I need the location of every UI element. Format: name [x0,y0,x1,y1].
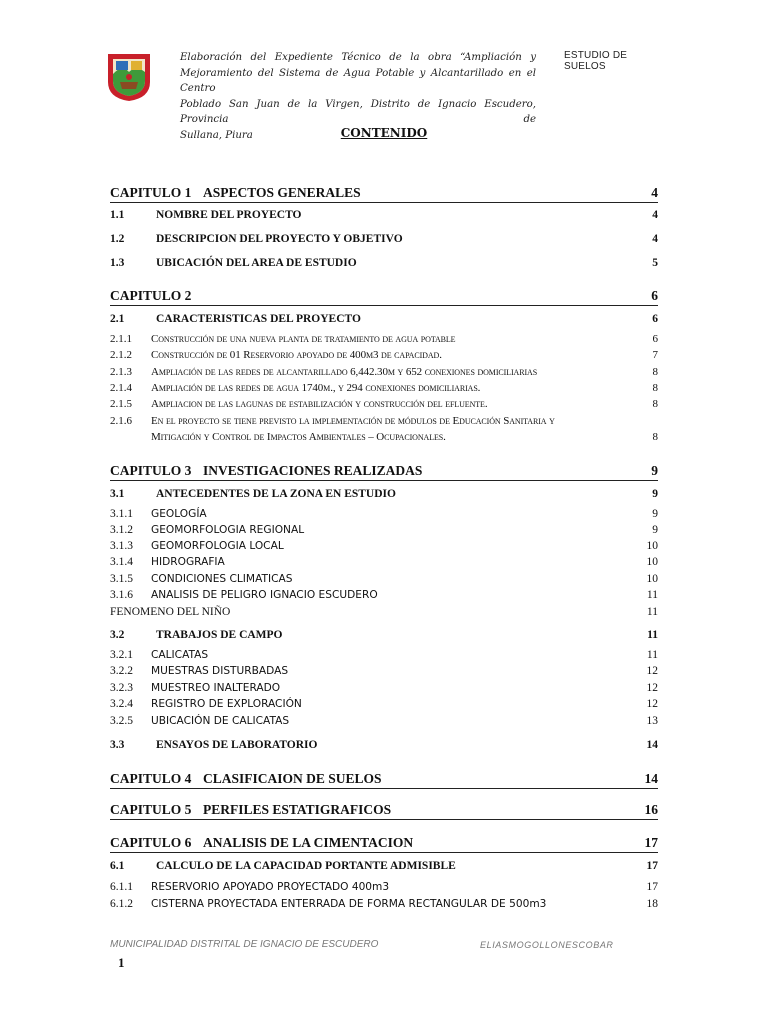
chapter-underline [110,852,658,853]
header-line-2: Mejoramiento del Sistema de Agua Potable y Alcantarillado en el Centro [180,67,536,94]
toc-entry-title: Ampliacion de las lagunas de estabilización y construcción del efluente. [151,398,488,410]
toc-entry-row [110,431,658,447]
toc-entry-row [110,606,658,622]
toc-entry-row [110,313,658,329]
toc-entry-row [110,524,658,540]
toc-entry-title: UBICACIÓN DEL AREA DE ESTUDIO [156,257,357,269]
toc-entry-row [110,508,658,524]
toc-entry-number: 2.1.6 [110,415,132,427]
toc-entry-row [110,382,658,398]
toc-entry-row [110,860,658,876]
toc-entry-number: 3.3 [110,739,125,751]
toc-entry-number: 2.1.5 [110,398,132,410]
toc-entry-row [110,333,658,349]
toc-entry-number: 3.2 [110,629,125,641]
toc-entry-page: 14 [644,771,658,786]
toc-entry-page: 4 [652,233,658,245]
chapter-underline [110,480,658,481]
toc-entry-page: 17 [646,860,658,872]
toc-entry-number: CAPITULO 3 [110,463,192,478]
toc-entry-row [110,881,658,897]
toc-entry-title: CARACTERISTICAS DEL PROYECTO [156,313,361,325]
toc-entry-title: DESCRIPCION DEL PROYECTO Y OBJETIVO [156,233,403,245]
toc-entry-title: RESERVORIO APOYADO PROYECTADO 400m3 [151,881,390,893]
footer-author: ELIASMOGOLLONESCOBAR [480,940,614,950]
toc-entry-page: 8 [652,431,658,443]
toc-entry-number: 3.1.3 [110,540,133,552]
toc-entry-number: 1.1 [110,209,125,221]
toc-entry-title: CLASIFICAION DE SUELOS [203,771,382,786]
toc-entry-title: Construcción de una nueva planta de tratamiento de agua potable [151,333,456,345]
toc-entry-number: 1.2 [110,233,125,245]
toc-entry-page: 16 [644,802,658,817]
toc-entry-title: CALICATAS [151,649,209,661]
toc-entry-title: HIDROGRAFIA [151,556,225,568]
toc-entry-row [110,649,658,665]
toc-entry-page: 8 [652,366,658,378]
toc-entry-number: CAPITULO 2 [110,288,192,303]
toc-chapter-row [110,802,658,818]
toc-entry-number: CAPITULO 1 [110,185,192,200]
toc-entry-number: FENOMENO DEL NIÑO [110,606,231,618]
toc-entry-title: ENSAYOS DE LABORATORIO [156,739,318,751]
toc-entry-title: INVESTIGACIONES REALIZADAS [203,463,423,478]
toc-entry-page: 17 [646,881,658,893]
toc-entry-number: 3.1.6 [110,589,133,601]
toc-entry-page: 12 [646,682,658,694]
toc-entry-number: 3.1 [110,488,125,500]
toc-entry-title: En el proyecto se tiene previsto la implementación de módulos de Educación Sanitaria y [151,415,555,427]
toc-entry-page: 9 [652,508,658,520]
toc-entry-row [110,573,658,589]
toc-entry-number: 3.1.1 [110,508,133,520]
toc-entry-title: Mitigación y Control de Impactos Ambientales – Ocupacionales. [151,431,446,443]
toc-entry-number: 6.1.2 [110,898,133,910]
document-type: ESTUDIO DE SUELOS [564,50,628,72]
page-title: CONTENIDO [340,126,428,140]
toc-entry-row [110,349,658,365]
chapter-underline [110,819,658,820]
chapter-underline [110,202,658,203]
toc-entry-title: CISTERNA PROYECTADA ENTERRADA DE FORMA RECTANGULAR DE 500m3 [151,898,547,910]
toc-entry-title: ANALISIS DE PELIGRO IGNACIO ESCUDERO [151,589,378,601]
toc-entry-page: 12 [646,665,658,677]
toc-entry-page: 11 [647,629,658,641]
chapter-underline [110,788,658,789]
toc-entry-number: 3.1.2 [110,524,133,536]
toc-chapter-row [110,771,658,787]
toc-entry-row [110,629,658,645]
toc-entry-row [110,715,658,731]
toc-entry-number: 3.2.1 [110,649,133,661]
toc-entry-title: GEOMORFOLOGIA REGIONAL [151,524,305,536]
toc-entry-title: PERFILES ESTATIGRAFICOS [203,802,392,817]
municipal-shield-icon [106,52,152,102]
toc-entry-row [110,233,658,249]
toc-entry-page: 9 [651,463,658,478]
toc-entry-title: Construcción de 01 Reservorio apoyado de 400m3 de capacidad. [151,349,442,361]
toc-entry-page: 10 [646,573,658,585]
toc-entry-page: 11 [646,649,658,661]
toc-entry-page: 8 [652,398,658,410]
toc-entry-row [110,682,658,698]
toc-entry-page: 4 [651,185,658,200]
toc-entry-title: MUESTREO INALTERADO [151,682,281,694]
toc-entry-title: ASPECTOS GENERALES [203,185,361,200]
toc-entry-row [110,589,658,605]
toc-entry-page: 11 [646,589,658,601]
toc-entry-number: 3.2.5 [110,715,133,727]
toc-entry-page: 9 [652,488,658,500]
header-line-1: Elaboración del Expediente Técnico de la obra “Ampliación y [180,52,536,63]
toc-entry-row [110,398,658,414]
toc-entry-page: 12 [646,698,658,710]
toc-entry-number: 2.1.3 [110,366,132,378]
toc-entry-page: 6 [652,333,658,345]
toc-entry-number: 2.1.2 [110,349,132,361]
toc-entry-page: 14 [646,739,658,751]
toc-entry-title: NOMBRE DEL PROYECTO [156,209,302,221]
toc-entry-page: 13 [646,715,658,727]
toc-entry-page: 6 [652,313,658,325]
toc-chapter-row [110,835,658,851]
toc-chapter-row [110,288,658,304]
toc-entry-row [110,898,658,914]
toc-entry-number: 3.2.3 [110,682,133,694]
toc-entry-number: 1.3 [110,257,125,269]
toc-entry-title: UBICACIÓN DE CALICATAS [151,715,290,727]
toc-entry-number: 2.1 [110,313,125,325]
toc-entry-number: 2.1.1 [110,333,132,345]
toc-entry-title: TRABAJOS DE CAMPO [156,629,283,641]
toc-chapter-row [110,463,658,479]
toc-entry-page: 17 [644,835,658,850]
toc-entry-number: 3.1.5 [110,573,133,585]
toc-entry-title: Ampliación de las redes de agua 1740m., y 294 conexiones domiciliarias. [151,382,481,394]
toc-entry-number: CAPITULO 5 [110,802,192,817]
toc-entry-row [110,698,658,714]
toc-entry-title: REGISTRO DE EXPLORACIÓN [151,698,302,710]
toc-entry-title: GEOMORFOLOGIA LOCAL [151,540,284,552]
toc-entry-page: 11 [646,606,658,618]
toc-entry-title: GEOLOGÍA [151,508,207,520]
toc-entry-row [110,257,658,273]
toc-entry-number: 3.2.4 [110,698,133,710]
toc-entry-page: 10 [646,540,658,552]
toc-entry-page: 9 [652,524,658,536]
footer-municipality: MUNICIPALIDAD DISTRITAL DE IGNACIO DE ESCUDERO [110,939,379,950]
toc-entry-title: ANALISIS DE LA CIMENTACION [203,835,414,850]
toc-entry-row [110,366,658,382]
toc-entry-number: 3.2.2 [110,665,133,677]
toc-entry-page: 7 [652,349,658,361]
toc-entry-title: ANTECEDENTES DE LA ZONA EN ESTUDIO [156,488,396,500]
toc-entry-page: 4 [652,209,658,221]
toc-entry-page: 18 [646,898,658,910]
toc-entry-row [110,415,658,431]
toc-entry-row [110,540,658,556]
toc-entry-title: MUESTRAS DISTURBADAS [151,665,289,677]
toc-entry-title: CONDICIONES CLIMATICAS [151,573,293,585]
toc-entry-row [110,209,658,225]
toc-entry-row [110,488,658,504]
toc-chapter-row [110,185,658,201]
toc-entry-row [110,739,658,755]
toc-entry-number: CAPITULO 6 [110,835,192,850]
toc-entry-row [110,665,658,681]
toc-entry-page: 8 [652,382,658,394]
toc-entry-number: 6.1 [110,860,125,872]
toc-entry-number: 3.1.4 [110,556,133,568]
toc-entry-page: 5 [652,257,658,269]
header-line-4: Sullana, Piura [180,129,253,141]
toc-entry-page: 10 [646,556,658,568]
toc-entry-page: 6 [651,288,658,303]
toc-entry-number: 6.1.1 [110,881,133,893]
header-line-3: Poblado San Juan de la Virgen, Distrito de Ignacio Escudero, Provincia de [180,98,536,125]
toc-entry-title: CALCULO DE LA CAPACIDAD PORTANTE ADMISIBLE [156,860,456,872]
toc-entry-number: 2.1.4 [110,382,132,394]
page-number: 1 [118,955,125,970]
chapter-underline [110,305,658,306]
toc-entry-title: Ampliación de las redes de alcantarillado 6,442.30m y 652 conexiones domiciliarias [151,366,538,378]
toc-entry-number: CAPITULO 4 [110,771,192,786]
toc-entry-row [110,556,658,572]
